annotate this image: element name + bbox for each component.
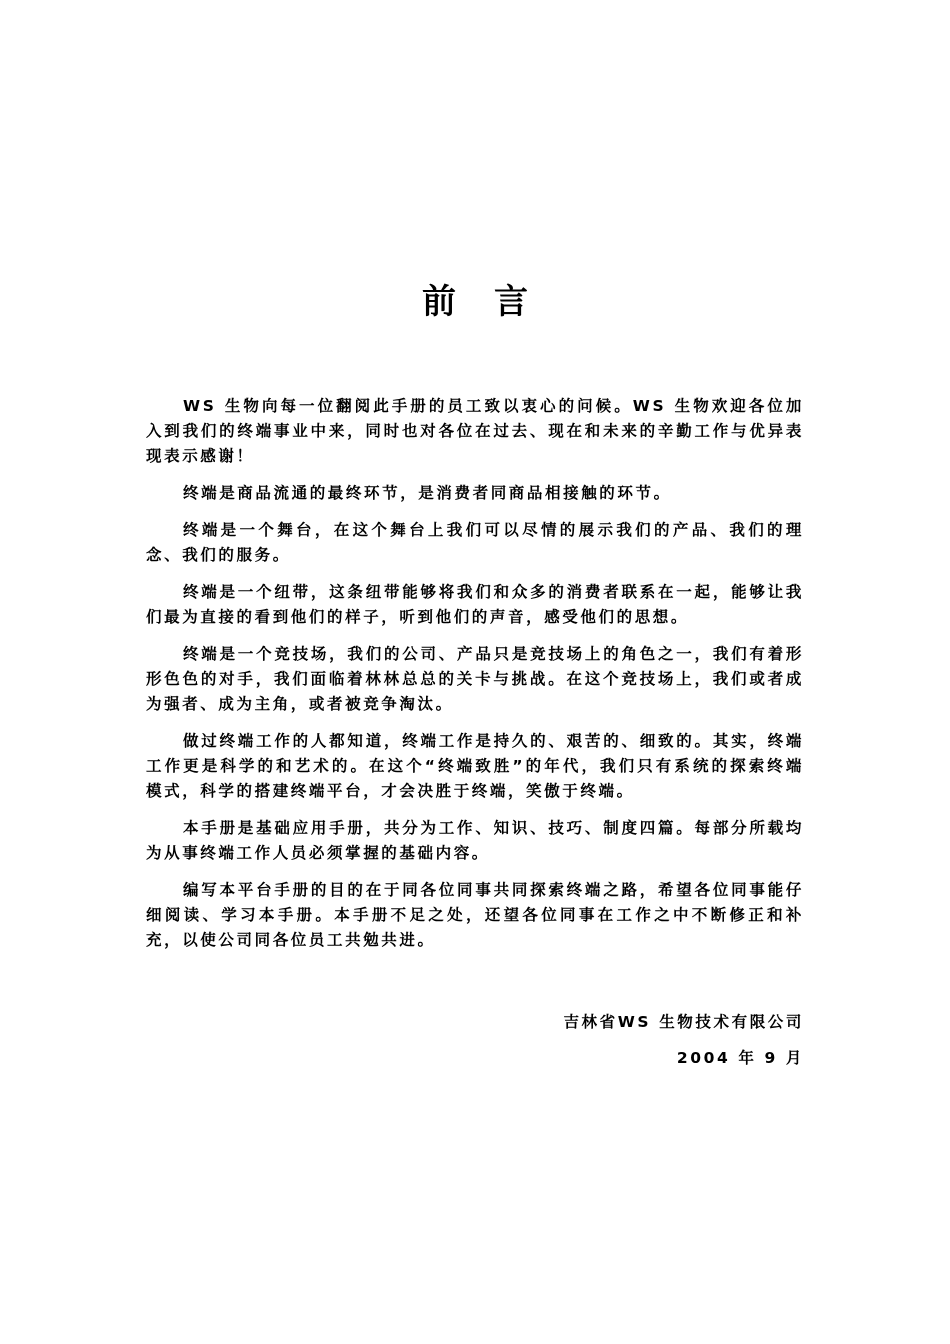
page-title: 前言 — [422, 282, 566, 322]
paragraph-3: 终端是一个舞台，在这个舞台上我们可以尽情的展示我们的产品、我们的理念、我们的服务。 — [146, 521, 804, 564]
paragraph-8: 编写本平台手册的目的在于同各位同事共同探索终端之路，希望各位同事能仔细阅读、学习本手册。本手册不足之处，还望各位同事在工作之中不断修正和补充，以使公司同各位员工共勉共进。 — [146, 881, 804, 949]
paragraph-1: WS 生物向每一位翻阅此手册的员工致以衷心的问候。WS 生物欢迎各位加入到我们的终端事业中来，同时也对各位在过去、现在和未来的辛勤工作与优异表现表示感谢！ — [146, 397, 804, 465]
paragraph-4: 终端是一个纽带，这条纽带能够将我们和众多的消费者联系在一起，能够让我们最为直接的看到他们的样子，听到他们的声音，感受他们的思想。 — [146, 583, 804, 626]
paragraph-7: 本手册是基础应用手册，共分为工作、知识、技巧、制度四篇。每部分所载均为从事终端工作人员必须掌握的基础内容。 — [146, 819, 804, 862]
signature-company: 吉林省WS 生物技术有限公司 — [563, 1013, 804, 1031]
body-text — [146, 394, 804, 965]
paragraph-2: 终端是商品流通的最终环节，是消费者同商品相接触的环节。 — [183, 484, 672, 502]
paragraph-5: 终端是一个竞技场，我们的公司、产品只是竞技场上的角色之一，我们有着形形色色的对手，我们面临着林林总总的关卡与挑战。在这个竞技场上，我们或者成为强者、成为主角，或者被竞争淘汰。 — [146, 645, 804, 713]
signature-date: 2004 年 9 月 — [676, 1049, 804, 1067]
signature-block — [563, 1004, 804, 1076]
paragraph-6: 做过终端工作的人都知道，终端工作是持久的、艰苦的、细致的。其实，终端工作更是科学的和艺术的。在这个“终端致胜”的年代，我们只有系统的探索终端模式，科学的搭建终端平台，才会决胜于终端，笑傲于终端。 — [146, 732, 804, 800]
